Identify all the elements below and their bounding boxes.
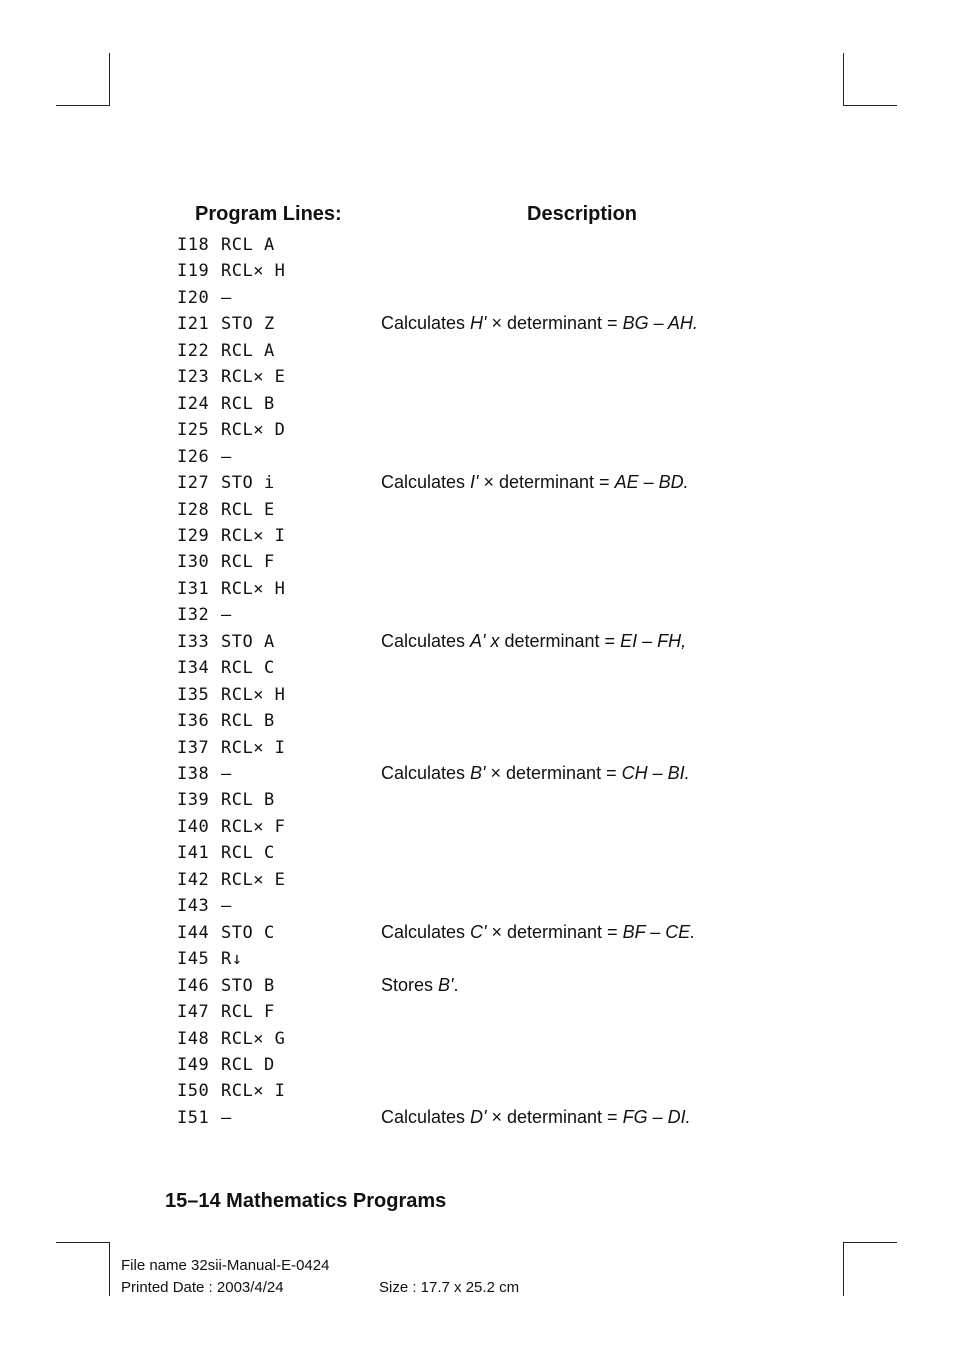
instruction: RCL F	[221, 552, 275, 573]
line-number: I33	[177, 631, 210, 652]
description-segment: FG – DI.	[622, 1106, 691, 1127]
line-number: I25	[177, 420, 210, 441]
line-number: I39	[177, 790, 210, 811]
instruction: –	[221, 764, 232, 784]
line-description	[381, 313, 698, 334]
description-segment: × determinant =	[485, 763, 622, 783]
description-segment: × determinant =	[486, 313, 623, 334]
crop-mark	[843, 1242, 844, 1296]
line-number: I46	[177, 975, 210, 996]
instruction: STO i	[221, 473, 275, 494]
instruction: RCL× H	[221, 261, 286, 282]
description-segment: × determinant =	[486, 1106, 623, 1127]
description-segment: A' x	[470, 630, 500, 651]
line-number: I47	[177, 1002, 210, 1023]
crop-mark	[56, 1242, 110, 1243]
line-number: I20	[177, 287, 210, 308]
description-header: Description	[527, 203, 638, 225]
line-number: I40	[177, 816, 210, 837]
line-number: I43	[177, 896, 210, 917]
line-number: I50	[177, 1081, 210, 1102]
line-number: I28	[177, 499, 210, 520]
instruction: RCL× H	[221, 684, 286, 705]
description-segment: B'	[438, 974, 454, 995]
description-segment: CH – BI.	[621, 763, 690, 783]
description-segment: BG – AH.	[622, 313, 698, 334]
instruction: RCL× E	[221, 367, 286, 388]
crop-mark	[109, 1242, 110, 1296]
instruction: RCL B	[221, 790, 275, 811]
description-segment: Calculates	[381, 313, 471, 334]
line-description	[381, 922, 695, 943]
line-description	[381, 631, 686, 652]
line-number: I34	[177, 658, 210, 679]
line-number: I27	[177, 473, 210, 494]
description-segment: D'	[470, 1106, 487, 1127]
line-number: I45	[177, 949, 210, 970]
program-lines-header: Program Lines:	[195, 203, 342, 225]
line-number: I37	[177, 737, 210, 758]
instruction: RCL× G	[221, 1028, 286, 1049]
line-number: I48	[177, 1028, 210, 1049]
instruction: RCL× I	[221, 737, 286, 758]
instruction: RCL× D	[221, 420, 286, 441]
line-number: I19	[177, 261, 210, 282]
description-segment: Stores	[381, 974, 439, 995]
line-number: I49	[177, 1054, 210, 1075]
printed-date: Printed Date : 2003/4/24	[121, 1279, 284, 1296]
line-number: I36	[177, 711, 210, 732]
instruction: –	[221, 446, 232, 467]
paper-size: Size : 17.7 x 25.2 cm	[379, 1279, 520, 1296]
line-description	[381, 975, 459, 996]
instruction: RCL× F	[221, 816, 286, 837]
line-description	[381, 1107, 691, 1128]
description-segment: BF – CE.	[622, 921, 696, 942]
description-segment: AE – BD.	[614, 472, 689, 493]
instruction: –	[221, 896, 232, 917]
line-number: I51	[177, 1107, 210, 1128]
description-segment: × determinant =	[478, 472, 615, 493]
line-number: I18	[177, 235, 210, 255]
instruction: STO C	[221, 922, 275, 943]
description-segment: Calculates	[381, 763, 471, 783]
line-number: I22	[177, 340, 210, 361]
instruction: RCL C	[221, 658, 275, 679]
instruction: RCL D	[221, 1054, 275, 1075]
instruction: RCL A	[221, 235, 275, 255]
instruction: RCL C	[221, 843, 275, 864]
crop-mark	[56, 105, 110, 106]
instruction: RCL F	[221, 1002, 275, 1023]
line-description	[381, 763, 690, 784]
page-title: 15–14 Mathematics Programs	[165, 1190, 447, 1212]
line-number: I24	[177, 393, 210, 414]
instruction: STO A	[221, 631, 275, 652]
instruction: –	[221, 1107, 232, 1128]
instruction: –	[221, 605, 232, 626]
instruction: RCL B	[221, 711, 275, 732]
instruction: RCL B	[221, 393, 275, 414]
line-number: I30	[177, 552, 210, 573]
description-segment: I'	[470, 472, 479, 493]
line-number: I31	[177, 578, 210, 599]
line-number: I42	[177, 869, 210, 890]
line-number: I26	[177, 446, 210, 467]
instruction: R↓	[221, 949, 243, 970]
line-number: I35	[177, 684, 210, 705]
instruction: RCL A	[221, 340, 275, 361]
crop-mark	[843, 105, 897, 106]
line-number: I32	[177, 605, 210, 626]
description-segment: H'	[470, 313, 487, 334]
description-segment: EI – FH,	[620, 630, 687, 651]
description-segment: Calculates	[381, 472, 471, 493]
crop-mark	[843, 1242, 897, 1243]
file-name: File name 32sii-Manual-E-0424	[121, 1257, 330, 1274]
description-segment: × determinant =	[486, 921, 623, 942]
crop-mark	[109, 53, 110, 106]
instruction: –	[221, 287, 232, 308]
instruction: RCL× H	[221, 578, 286, 599]
description-segment: Calculates	[381, 1106, 471, 1127]
instruction: RCL E	[221, 499, 275, 520]
description-segment: Calculates	[381, 921, 471, 942]
instruction: RCL× I	[221, 525, 286, 546]
line-number: I23	[177, 367, 210, 388]
line-number: I21	[177, 314, 210, 335]
line-number: I44	[177, 922, 210, 943]
instruction: RCL× I	[221, 1081, 286, 1102]
description-segment: Calculates	[381, 630, 471, 651]
description-segment: C'	[470, 921, 487, 942]
description-segment: determinant =	[499, 630, 621, 651]
line-description	[381, 472, 689, 493]
crop-mark	[843, 53, 844, 106]
line-number: I41	[177, 843, 210, 864]
description-segment: .	[453, 974, 459, 995]
instruction: STO Z	[221, 314, 275, 335]
description-segment: B'	[470, 763, 486, 783]
line-number: I29	[177, 525, 210, 546]
instruction: RCL× E	[221, 869, 286, 890]
instruction: STO B	[221, 975, 275, 996]
line-number: I38	[177, 764, 210, 784]
